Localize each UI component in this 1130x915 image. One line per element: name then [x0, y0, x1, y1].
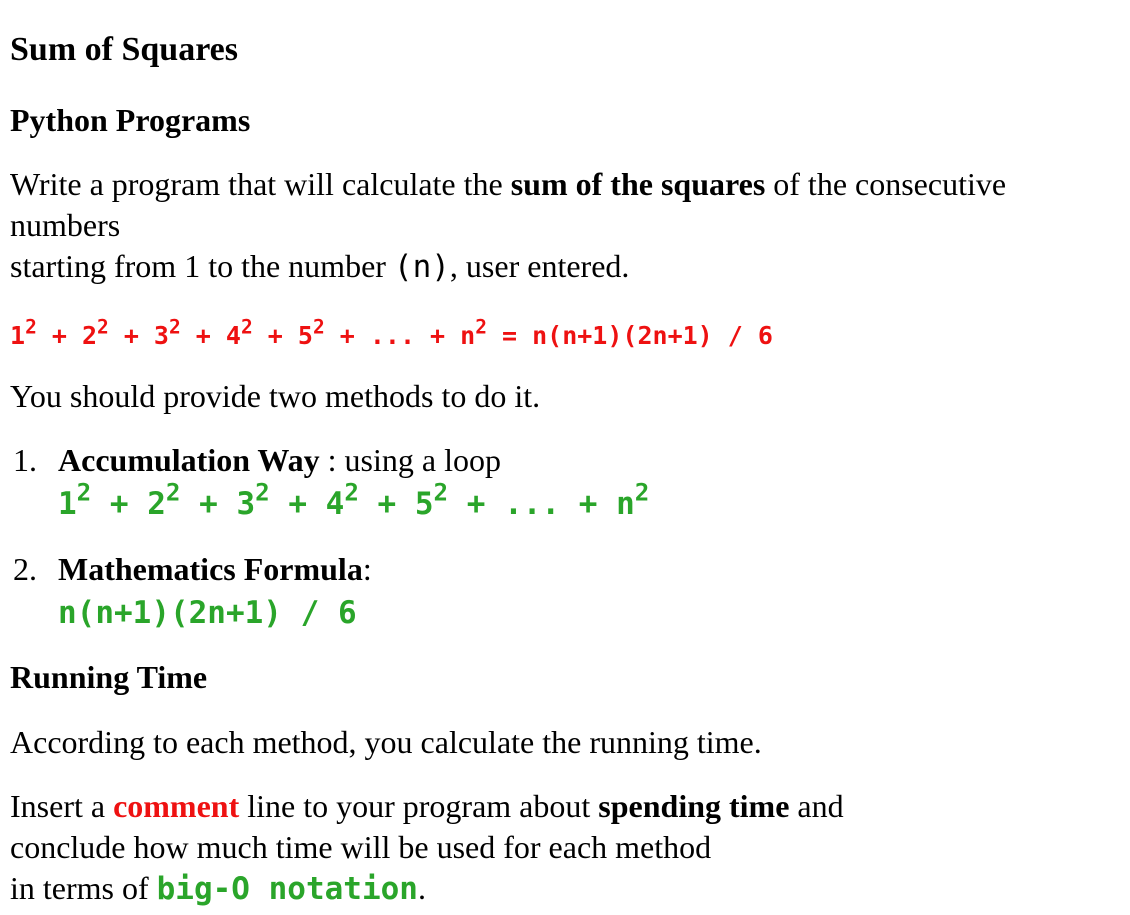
formula-term-n: + ... + $n^2$	[324, 315, 487, 350]
code-term-3: + $3^2$	[180, 478, 270, 522]
intro-text-3: starting from 1 to the number	[10, 248, 394, 284]
sum-of-squares-formula	[10, 316, 773, 356]
method-name: Accumulation Way	[58, 442, 320, 478]
section-heading-python-programs: Python Programs	[10, 102, 251, 138]
accumulation-code	[58, 478, 1110, 527]
code-term-5: + $5^2$	[358, 478, 449, 522]
comment-text-2: line to your program about	[239, 788, 599, 824]
formula-term-4: + $4^2$	[180, 315, 253, 350]
code-term-n: + ... + $n^2$	[448, 478, 650, 522]
page-title: Sum of Squares	[10, 31, 238, 68]
list-number: 1.	[13, 442, 37, 478]
comment-text-1: Insert a	[10, 788, 114, 824]
method-name: Mathematics Formula	[58, 551, 363, 587]
intro-text-4: , user entered.	[449, 248, 630, 284]
list-item-accumulation-way	[10, 440, 1110, 527]
two-methods-text: You should provide two methods to do it.	[10, 378, 541, 414]
comment-keyword: comment	[113, 788, 240, 824]
formula-rhs: = n(n+1)(2n+1) / 6	[486, 321, 773, 350]
formula-term-1: $1^2$	[10, 315, 37, 350]
formula-term-5: + $5^2$	[252, 315, 325, 350]
intro-paragraph	[10, 164, 1110, 288]
comment-end: .	[417, 870, 426, 906]
intro-text-1: Write a program that will calculate the	[10, 166, 511, 202]
formula-term-3: + $3^2$	[108, 315, 181, 350]
running-time-text: According to each method, you calculate the running time.	[10, 724, 762, 760]
comment-line-3: in terms of	[10, 870, 157, 906]
intro-bold-sum-of-squares: sum of the squares	[510, 166, 766, 202]
code-term-2: + $2^2$	[91, 478, 181, 522]
spending-time-bold: spending time	[598, 788, 790, 824]
list-number: 2.	[13, 551, 37, 587]
method-description: :	[362, 551, 372, 587]
comment-line-2: conclude how much time will be used for each method	[10, 829, 712, 865]
methods-list	[10, 440, 1110, 636]
big-o-notation-code: big-O notation	[156, 871, 418, 907]
code-term-4: + $4^2$	[269, 478, 359, 522]
code-term-1: $1^2$	[58, 478, 92, 522]
comment-paragraph	[10, 786, 1110, 910]
formula-term-2: + $2^2$	[36, 315, 109, 350]
intro-inline-code-n: (n)	[393, 249, 450, 285]
formula-code: n(n+1)(2n+1) / 6	[58, 595, 357, 631]
section-heading-running-time: Running Time	[10, 659, 208, 695]
list-item-mathematics-formula	[10, 549, 1110, 636]
method-description: : using a loop	[319, 442, 501, 478]
intro-text-2: of the consecutive numbers	[10, 166, 1007, 243]
comment-text-3: and	[789, 788, 844, 824]
